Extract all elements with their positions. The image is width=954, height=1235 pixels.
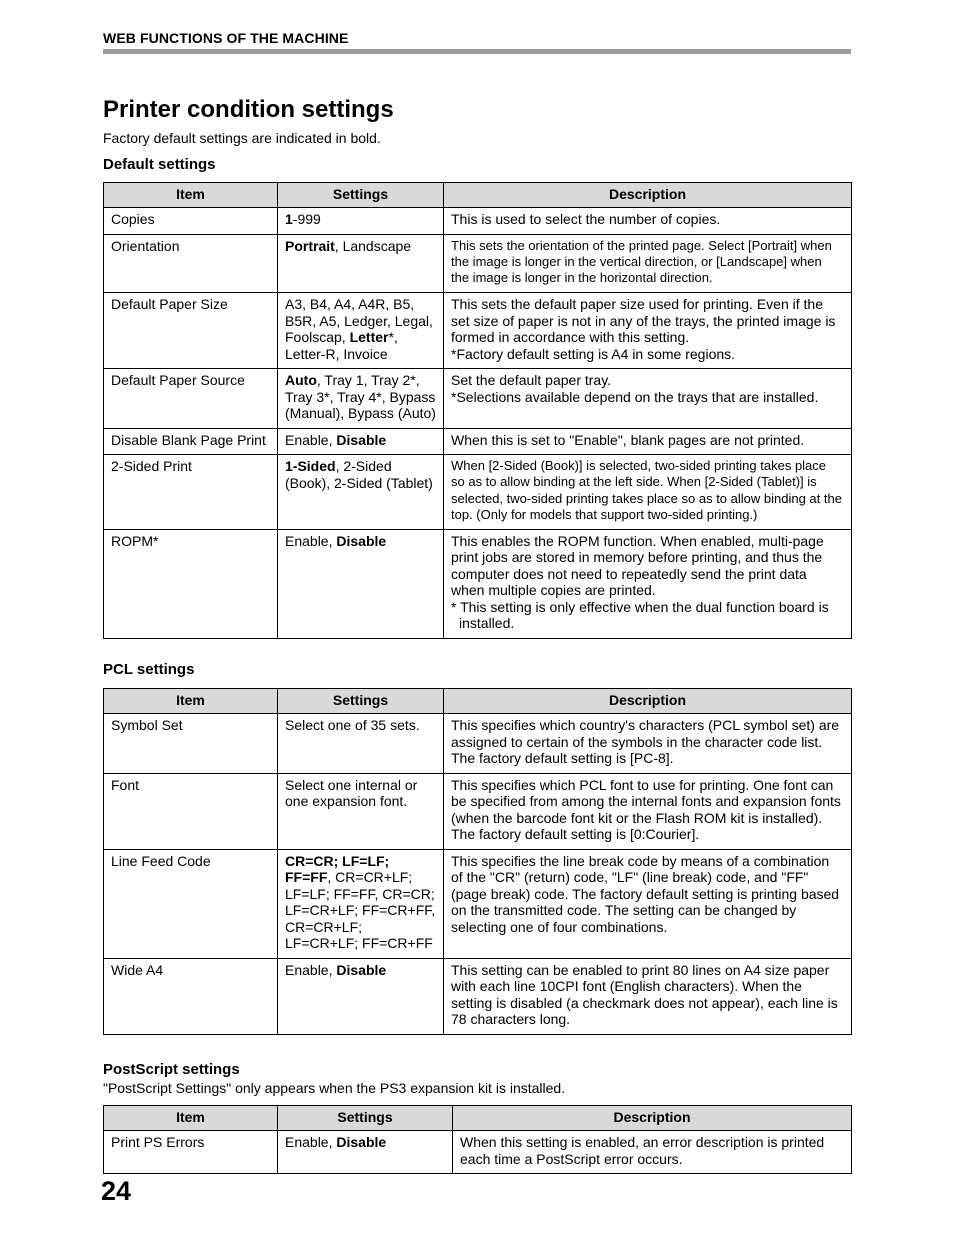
table-row	[104, 1131, 852, 1174]
intro-text: Factory default settings are indicated in bold.	[103, 130, 381, 146]
description-line: This setting can be enabled to print 80 lines on A4 size paper with each line 10CPI font (English characters). When the setting is disabled (a checkmark does not appear), each line is 78 characters long.	[451, 961, 838, 1027]
default-value: Disable	[336, 961, 387, 978]
description-line: This sets the default paper size used for printing. Even if the set size of paper is not in any of the trays, the printed image is formed in accordance with this setting.	[451, 296, 836, 346]
description-line: When [2-Sided (Book)] is selected, two-sided printing takes place so as to allow binding at the left side. When [2-Sided (Tablet)] is selected, two-sided printing takes place so as to allow binding at the top. (Only for models that support two-sided printing.)	[451, 458, 842, 522]
cell-item: Copies	[104, 208, 278, 235]
cell-description	[444, 773, 852, 849]
postscript-settings-heading: PostScript settings	[103, 1061, 240, 1078]
table-row	[104, 208, 852, 235]
default-settings-table	[103, 182, 852, 639]
setting-text: Enable,	[285, 961, 337, 978]
setting-text: , Landscape	[334, 237, 412, 254]
default-value: Disable	[336, 532, 387, 549]
setting-text: , Tray 1, Tray 2*, Tray 3*, Tray 4*, Bypass (Manual), Bypass (Auto)	[285, 372, 436, 422]
column-header-description: Description	[444, 183, 852, 208]
cell-settings	[278, 293, 444, 369]
table-row	[104, 773, 852, 849]
header-rule	[103, 49, 851, 54]
default-value: Portrait	[285, 237, 335, 254]
cell-settings	[278, 234, 444, 293]
default-settings-heading: Default settings	[103, 156, 216, 173]
cell-settings	[278, 428, 444, 455]
cell-description	[444, 529, 852, 638]
cell-settings	[278, 208, 444, 235]
page-title: Printer condition settings	[103, 96, 394, 123]
cell-settings	[278, 849, 444, 958]
default-value: 1-Sided	[285, 458, 336, 475]
cell-settings	[278, 369, 444, 429]
cell-settings	[278, 455, 444, 530]
cell-item: Symbol Set	[104, 714, 278, 774]
cell-settings	[278, 773, 444, 849]
column-header-settings: Settings	[278, 183, 444, 208]
description-line: This is used to select the number of copies.	[451, 211, 721, 227]
table-row	[104, 369, 852, 429]
table-header-row	[104, 689, 852, 714]
table-header-row	[104, 1106, 852, 1131]
description-line: This specifies which PCL font to use for printing. One font can be specified from among the internal fonts and expansion fonts (when the barcode font kit or the Flash ROM kit is installed). The factory default setting is [0:Courier].	[451, 776, 841, 842]
table-row	[104, 428, 852, 455]
page-number: 24	[101, 1176, 132, 1206]
default-value: Letter	[349, 329, 389, 346]
cell-description	[444, 428, 852, 455]
setting-text: -999	[292, 211, 321, 227]
column-header-description: Description	[453, 1106, 852, 1131]
setting-text: Enable,	[285, 431, 337, 448]
description-line: This enables the ROPM function. When enabled, multi-page print jobs are stored in memory before printing, and thus the computer does not need to repeatedly send the print data when multiple copies are printed.	[451, 532, 824, 599]
cell-description	[444, 208, 852, 235]
cell-description	[444, 958, 852, 1034]
column-header-item: Item	[104, 183, 278, 208]
description-line: When this is set to "Enable", blank pages are not printed.	[451, 431, 805, 448]
default-value: 1	[285, 211, 293, 227]
table-row	[104, 714, 852, 774]
default-value: CR=CR; LF=LF; FF=FF	[285, 852, 390, 885]
table-header-row	[104, 183, 852, 208]
description-line: This specifies which country's characters (PCL symbol set) are assigned to certain of the symbols in the character code list. The factory default setting is [PC-8].	[451, 717, 840, 766]
footnote: * This setting is only effective when the dual function board is installed.	[451, 598, 829, 632]
cell-item: Orientation	[104, 234, 278, 293]
cell-settings	[278, 529, 444, 638]
cell-description	[444, 234, 852, 293]
cell-item: Line Feed Code	[104, 849, 278, 958]
description-line: Set the default paper tray.	[451, 372, 612, 389]
cell-description	[444, 849, 852, 958]
description-line: This specifies the line break code by means of a combination of the "CR" (return) code, "LF" (line break) code, and "FF" (page break) code. The factory default setting is printing based on the transmitted code. The setting can be changed by selecting one of four combinations.	[451, 852, 840, 935]
column-header-settings: Settings	[278, 1106, 453, 1131]
cell-item: Default Paper Source	[104, 369, 278, 429]
pcl-settings-table	[103, 688, 852, 1035]
cell-settings	[278, 1131, 453, 1174]
setting-text: Select one of 35 sets.	[285, 717, 420, 733]
cell-item: ROPM*	[104, 529, 278, 638]
postscript-note: "PostScript Settings" only appears when the PS3 expansion kit is installed.	[103, 1080, 566, 1096]
setting-text: , 2-Sided (Book), 2-Sided (Tablet)	[285, 458, 433, 491]
cell-description	[444, 369, 852, 429]
default-value: Auto	[285, 372, 317, 389]
cell-item: Disable Blank Page Print	[104, 428, 278, 455]
cell-item: Font	[104, 773, 278, 849]
cell-description	[444, 455, 852, 530]
table-row	[104, 455, 852, 530]
description-line: *Factory default setting is A4 in some regions.	[451, 345, 736, 362]
cell-description	[444, 293, 852, 369]
column-header-description: Description	[444, 689, 852, 714]
cell-description	[444, 714, 852, 774]
setting-text: , CR=CR+LF; LF=LF; FF=FF, CR=CR; LF=CR+LF; FF=CR+FF, CR=CR+LF; LF=CR+LF; FF=CR+FF	[285, 869, 436, 951]
setting-text: Select one internal or one expansion font.	[285, 776, 418, 809]
cell-item: Print PS Errors	[104, 1131, 278, 1174]
table-row	[104, 293, 852, 369]
description-line: *Selections available depend on the trays that are installed.	[451, 388, 819, 405]
default-value: Disable	[336, 1134, 387, 1150]
running-header: WEB FUNCTIONS OF THE MACHINE	[103, 30, 349, 46]
column-header-item: Item	[104, 1106, 278, 1131]
setting-text: Enable,	[285, 1134, 337, 1150]
cell-item: Wide A4	[104, 958, 278, 1034]
table-row	[104, 958, 852, 1034]
setting-text: A3, B4, A4, A4R, B5, B5R, A5, Ledger, Legal, Foolscap,	[285, 296, 433, 346]
cell-item: 2-Sided Print	[104, 455, 278, 530]
cell-settings	[278, 714, 444, 774]
cell-settings	[278, 958, 444, 1034]
table-row	[104, 529, 852, 638]
setting-text: Enable,	[285, 532, 337, 549]
column-header-item: Item	[104, 689, 278, 714]
table-row	[104, 849, 852, 958]
setting-text: *, Letter-R, Invoice	[285, 329, 398, 362]
postscript-settings-table	[103, 1105, 852, 1174]
table-row	[104, 234, 852, 293]
description-line: When this setting is enabled, an error description is printed each time a PostScript error occurs.	[460, 1134, 825, 1167]
pcl-settings-heading: PCL settings	[103, 661, 195, 678]
default-value: Disable	[336, 431, 387, 448]
description-line: This sets the orientation of the printed page. Select [Portrait] when the image is longer in the vertical direction, or [Landscape] when the image is longer in the horizontal direction.	[451, 237, 832, 285]
cell-description	[453, 1131, 852, 1174]
column-header-settings: Settings	[278, 689, 444, 714]
cell-item: Default Paper Size	[104, 293, 278, 369]
